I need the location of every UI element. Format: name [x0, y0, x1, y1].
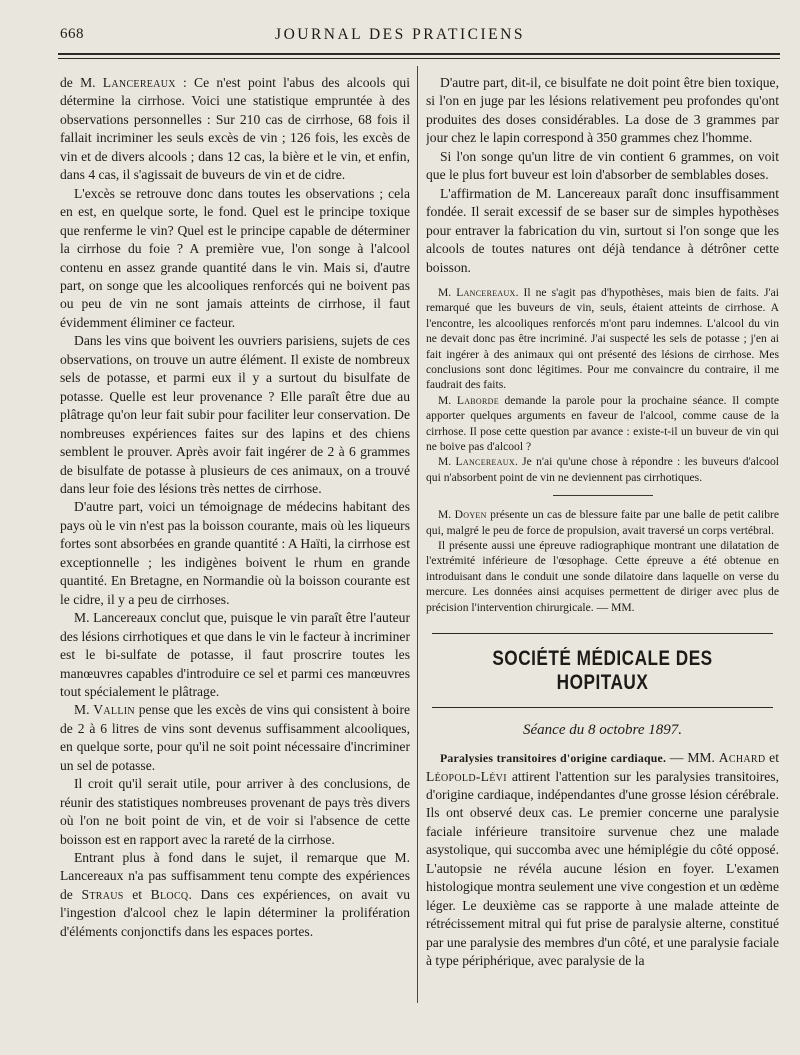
paragraph: Dans les vins que boivent les ouvriers parisiens, sujets de ces observations, on trouve un autre élément. Il existe de nombreux sels de potasse, et parmi eux il y a surtout du bisulfate de potasse. Quelle est leur provenance ? Elle paraît être due au plâtrage qu'on leur fait subir pour faciliter leur conservation. De nombreuses expériences faites sur des lapins et des chiens semblent le prouver. Après avoir fait ingérer de 2 à 6 grammes de bisulfate de potasse à plusieurs de ces animaux, on a trouvé dans leur foie des lésions très nettes de cirrhose.	[60, 333, 410, 496]
author-name: Vallin	[93, 702, 135, 718]
discussion-paragraph: M. Lancereaux. Il ne s'agit pas d'hypothèses, mais bien de faits. J'ai remarqué que les buveurs de vin, seuls, étaient atteints de cirrhose. A l'encontre, les alcooliques renforcés m'ont paru indemnes. L'alcool du vin ne devait donc pas être incriminé. J'ai suspecté les sels de potasse ; j'en ai fait ingérer à des animaux qui ont présenté des lésions de cirrhose. Mes conclusions sont donc légitimes. Pour me convaincre du contraire, il me faudrait des faits.	[426, 285, 779, 392]
paragraph: Il croit qu'il serait utile, pour arriver à des conclusions, de réunir des statistiques nombreuses provenant de pays très divers où l'on ne boit point de vin, et de voir si l'absence de cette boisson est en rapport avec la rareté de la cirrhose.	[60, 776, 410, 847]
author-name: Straus	[81, 886, 124, 902]
paragraph: Si l'on songe qu'un litre de vin contient 6 grammes, on voit que le plus fort buveur est loin d'absorber de semblables doses.	[426, 148, 779, 183]
right-column	[426, 74, 779, 1015]
author-name: Doyen	[454, 508, 487, 522]
paragraph: L'excès se retrouve donc dans toutes les observations ; cela en est, en quelque sorte, le fond. Quel est le principe toxique que renferme le vin? Quel est le principe capable de déterminer la cirrhose du foie ? A première vue, l'on songe à l'alcool contenu en assez grande quantité dans le vin. Mais si, d'autre part, on songe que les alcooliques renforcés qui ne boivent pas ou peu de vin ne sont jamais atteints de cirrhose, il faut évidemment éliminer ce facteur.	[60, 185, 410, 330]
paragraph: M. Vallin pense que les excès de vins qui consistent à boire de 2 à 6 litres de vins sont devenus suffisamment alcooliques, en quelque sorte, pour qu'il ne soit point nécessaire d'incriminer un sel de potasse.	[60, 702, 410, 773]
society-section	[426, 633, 779, 708]
author-name: Léopold-Lévi	[426, 768, 507, 784]
paragraph: M. Lancereaux conclut que, puisque le vin paraît être l'auteur des lésions cirrhotiques et que dans le vin le facteur à incriminer est le bi-sulfate de potasse, il faut proscrire toutes les manœuvres capables d'introduire ce sel et parmi ces manœuvres tout spécialement le plâtrage.	[60, 610, 410, 699]
article-subhead: Paralysies transitoires d'origine cardiaque.	[440, 751, 667, 766]
header-rule	[58, 53, 780, 59]
author-name: Achard	[718, 750, 766, 766]
author-name: Lancereaux	[102, 75, 176, 90]
paragraph: L'affirmation de M. Lancereaux paraît donc insuffisamment fondée. Il serait excessif de se baser sur de simples hypothèses pour entraver la fabrication du vin, surtout si l'on songe que les alcools de toutes natures ont déjà tendance à détrôner cette boisson.	[426, 185, 779, 275]
author-name: Blocq	[150, 886, 189, 902]
title-rule-top	[432, 633, 773, 634]
section-separator	[553, 495, 653, 496]
author-name: Lancereaux	[455, 455, 515, 469]
discussion-paragraph: M. Doyen présente un cas de blessure faite par une balle de petit calibre qui, malgré le peu de force de propulsion, avait traversé un corps vertébral.	[426, 508, 779, 537]
column-divider	[417, 66, 418, 1003]
discussion-paragraph: M. Laborde demande la parole pour la prochaine séance. Il compte apporter quelques arguments en faveur de l'alcool, comme cause de la cirrhose. Il pose cette question par avance : existe-t-il un buveur de vin qui ne boive pas d'alcool ?	[426, 393, 779, 454]
paragraph: Paralysies transitoires d'origine cardiaque. — MM. Achard et Léopold-Lévi attirent l'attention sur les paralysies transitoires, d'origine cardiaque, indépendantes d'une grosse lésion cérébrale. Ils ont observé deux cas. Le premier concerne une paralysie faciale inférieure transitoire survenue chez une malade asystolique, qui succomba avec une hémiplégie du côté opposé. L'autopsie ne révéla aucune lésion en foyer. L'examen histologique montra seulement une vive congestion et un œdème léger. Le deuxième cas se rapporte à une malade atteinte de rétrécissement mitral qui fut prise de paralysie alterne, constitué par une paralysie des membres d'un côté, et une paralysie faciale à type périphérique, avec paralysie de la	[426, 750, 779, 969]
seance-date: Séance du 8 octobre 1897.	[523, 722, 682, 739]
paragraph: D'autre part, dit-il, ce bisulfate ne doit point être bien toxique, si l'on en juge par les lésions relativement peu profondes qu'ont produites des doses considérables. La dose de 3 grammes par jour chez le lapin correspond à 350 grammes chez l'homme.	[426, 75, 779, 146]
paragraph: de M. Lancereaux : Ce n'est point l'abus des alcools qui détermine la cirrhose. Voici une statistique empruntée à des observations personnelles : Sur 210 cas de cirrhose, 68 fois il fallait incriminer les seuls excès de vin ; 126 fois, les excès de vin et de divers alcools ; dans 12 cas, la bière et le vin, et enfin, dans 4 cas, il s'agissait de buveurs de vin et de cidre.	[60, 75, 410, 183]
author-name: Lancereaux	[456, 285, 516, 299]
title-rule-bottom	[432, 707, 773, 708]
discussion-paragraph: Il présente aussi une épreuve radiographique montrant une dilatation de l'extrémité inférieure de l'œsophage. Cette épreuve a été obtenue en introduisant dans le conduit une sonde dilatoire dans laquelle on verse du mercure. Les données ainsi acquises permettent de diriger avec plus de précision l'intervention chirurgicale. — MM.	[426, 539, 779, 614]
author-name: Laborde	[456, 393, 499, 407]
left-column	[60, 74, 410, 1015]
paragraph: D'autre part, voici un témoignage de médecins habitant des pays où le vin n'est pas la boisson courante, mais où les liqueurs fortes sont absorbées en grande quantité : A Haïti, la cirrhose est exceptionnelle ; les indigènes boivent le rhum en grande quantité. En Bretagne, en Normandie où la boisson courante est le cidre, il y a peu de cirrhoses.	[60, 499, 410, 607]
section-title: SOCIÉTÉ MÉDICALE DES HOPITAUX	[492, 647, 713, 695]
paragraph: Entrant plus à fond dans le sujet, il remarque que M. Lancereaux n'a pas suffisamment tenu compte des expériences de Straus et Blocq. Dans ces expériences, on avait vu l'ingestion d'alcool chez le lapin déterminer la prolifération d'éléments conjonctifs dans les espaces portes.	[60, 850, 410, 939]
journal-title: JOURNAL DES PRATICIENS	[275, 26, 525, 43]
page-number: 668	[60, 26, 84, 42]
discussion-paragraph: M. Lancereaux. Je n'ai qu'une chose à répondre : les buveurs d'alcool qui n'absorbent point de vin ne deviennent pas cirrhotiques.	[426, 455, 779, 484]
